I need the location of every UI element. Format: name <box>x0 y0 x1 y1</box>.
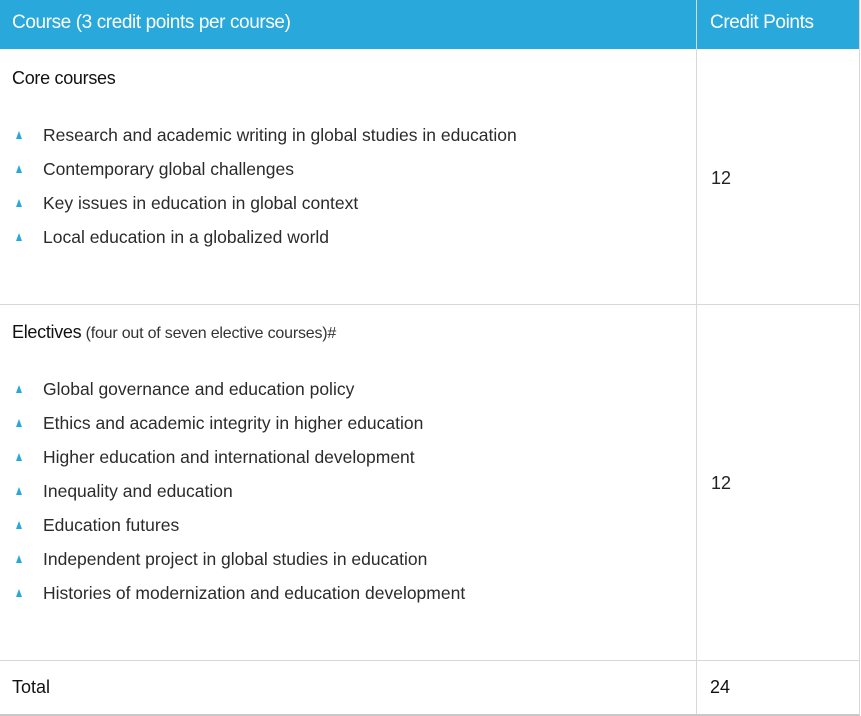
total-credit-points: 24 <box>710 677 731 697</box>
triangle-bullet-icon <box>16 233 22 241</box>
electives-credit-points: 12 <box>711 473 732 493</box>
core-credit-points: 12 <box>711 168 732 188</box>
triangle-bullet-icon <box>16 385 22 393</box>
triangle-bullet-icon <box>16 589 22 597</box>
triangle-bullet-icon <box>16 199 22 207</box>
total-label: Total <box>12 677 51 697</box>
header-course: Course (3 credit points per course) <box>12 12 291 33</box>
triangle-bullet-icon <box>16 131 22 139</box>
triangle-bullet-icon <box>16 453 22 461</box>
column-divider <box>696 0 697 714</box>
row-divider <box>0 304 859 305</box>
core-courses-title: Core courses <box>12 68 116 88</box>
header-credit-points: Credit Points <box>710 12 814 33</box>
course-table: Course (3 credit points per course) Credit Points Core courses Research and academic writing in global studies in education Contemporary global challenges Key issues in education in global context Local education in a globalized world 12 Electives (four out of seven elective courses)# Global governance and education policy Ethics and academic integrity in higher education Higher education and international development Inequality and education Education futures Independent project in global studies in education Histories of modernization and education development 12 Total 24 <box>0 0 860 716</box>
triangle-bullet-icon <box>16 487 22 495</box>
electives-title <box>12 322 336 343</box>
row-divider <box>0 660 859 661</box>
triangle-bullet-icon <box>16 165 22 173</box>
electives-label: Electives <box>12 322 82 342</box>
electives-note: (four out of seven elective courses)# <box>81 325 337 342</box>
triangle-bullet-icon <box>16 555 22 563</box>
triangle-bullet-icon <box>16 419 22 427</box>
triangle-bullet-icon <box>16 521 22 529</box>
table-header <box>0 0 859 49</box>
